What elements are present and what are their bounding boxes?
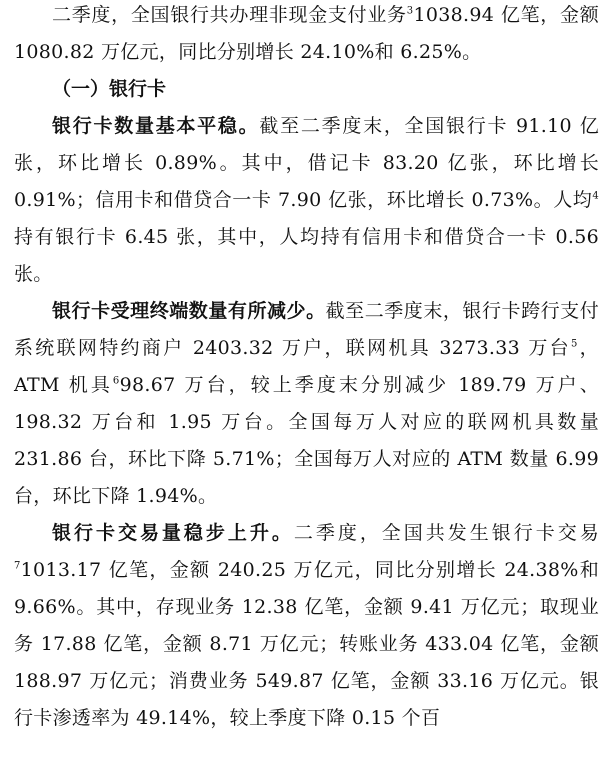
paragraph-terminals xyxy=(14,293,599,515)
paragraph-text: 1013.17 亿笔，金额 240.25 万亿元，同比分别增长 24.38%和 9.66%。其中，存现业务 12.38 亿笔，金额 9.41 万亿元；取现业务 17.88 亿笔，金额 8.71 万亿元；转账业务 433.04 亿笔，金额 188.97 万亿元；消费业务 549.87 亿笔，金额 33.16 万亿元。银行卡渗透率为 49.14%，较上季度下降 0.15 个百 xyxy=(14,559,599,729)
paragraph-lead-bold: 银行卡交易量稳步上升。 xyxy=(52,522,294,544)
paragraph-text: 截至二季度末，全国银行卡 91.10 亿张，环比增长 0.89%。其中，借记卡 83.20 亿张，环比增长 0.91%；信用卡和借贷合一卡 7.90 亿张，环比增长 0.73%。人均 xyxy=(14,115,599,211)
paragraph-text: 持有银行卡 6.45 张，其中，人均持有信用卡和借贷合一卡 0.56 张。 xyxy=(14,226,599,285)
footnote-marker: 7 xyxy=(14,560,21,572)
paragraph-text: ，ATM 机具 xyxy=(14,337,599,396)
paragraph-lead-bold: 银行卡受理终端数量有所减少。 xyxy=(52,300,326,322)
paragraph-text: 二季度，全国银行共办理非现金支付业务 xyxy=(52,4,407,26)
footnote-marker: 3 xyxy=(406,5,414,17)
paragraph-lead-bold: 银行卡数量基本平稳。 xyxy=(52,115,260,137)
paragraph-text: 截至二季度末，银行卡跨行支付系统联网特约商户 2403.32 万户，联网机具 3273.33 万台 xyxy=(14,300,600,359)
paragraph-text: 98.67 万台，较上季度末分别减少 189.79 万户、198.32 万台和 1.95 万台。全国每万人对应的联网机具数量 231.86 台，环比下降 5.71%；全国每万人对应的 ATM 数量 6.99 台，环比下降 1.94%。 xyxy=(14,374,599,507)
section-heading-bank-cards: （一）银行卡 xyxy=(52,78,167,100)
paragraph-text: 二季度，全国共发生银行卡交易 xyxy=(293,522,599,544)
footnote-marker: 6 xyxy=(112,375,120,387)
paragraph-card-count xyxy=(14,108,599,293)
footnote-marker: 4 xyxy=(592,190,599,202)
footnote-marker: 5 xyxy=(571,338,578,350)
paragraph-text: 1038.94 亿笔，金额 1080.82 万亿元，同比分别增长 24.10%和 6.25%。 xyxy=(14,4,599,63)
paragraph-noncash-summary xyxy=(14,0,599,71)
paragraph-transactions xyxy=(14,515,599,737)
